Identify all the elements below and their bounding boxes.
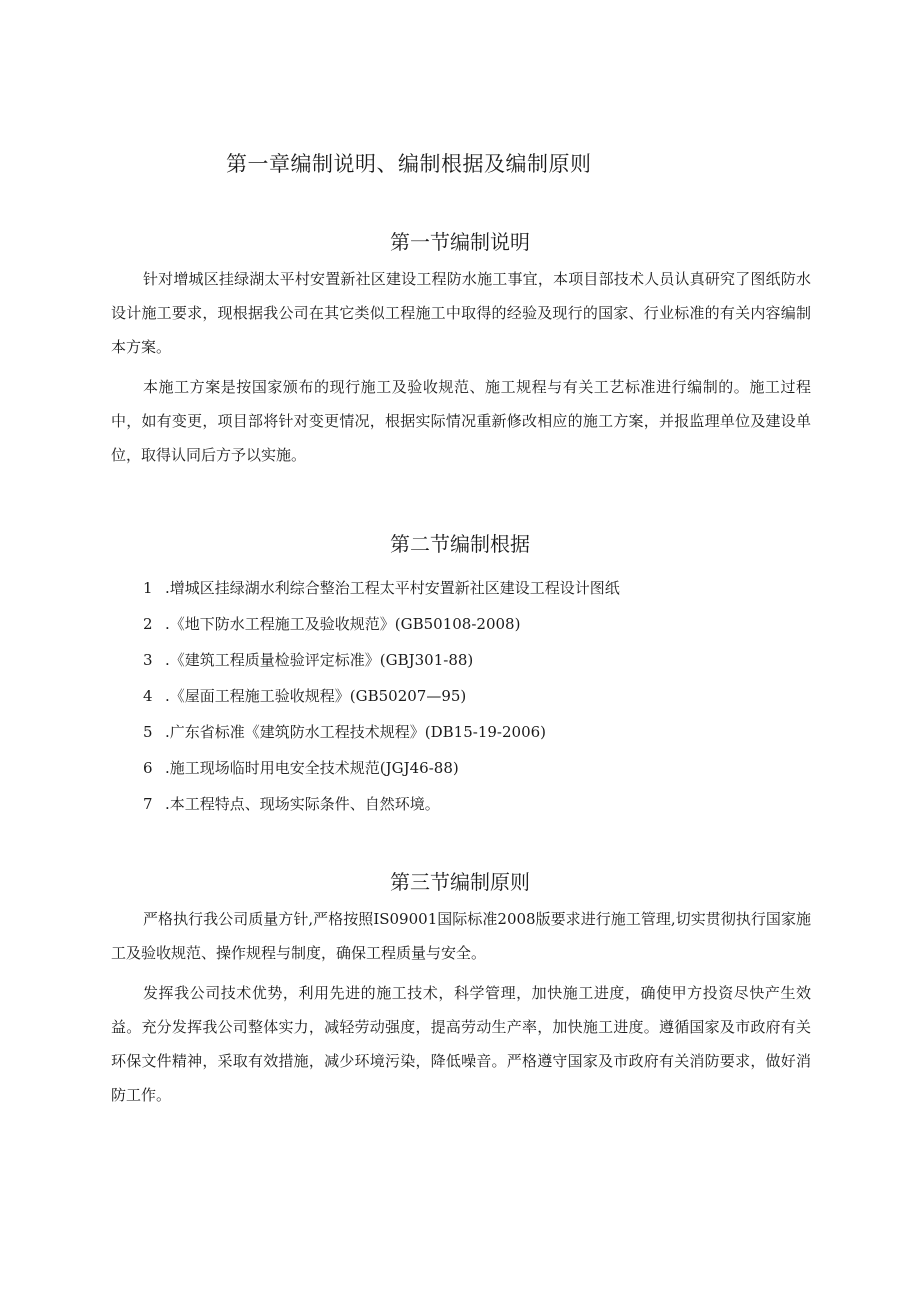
list-item: [143, 570, 620, 606]
list-item-text: .广东省标准《建筑防水工程技术规程》(DB15-19-2006): [165, 723, 547, 741]
list-item: [143, 678, 620, 714]
section-1-paragraph-1: 针对增城区挂绿湖太平村安置新社区建设工程防水施工事宜，本项目部技术人员认真研究了图纸防水设计施工要求，现根据我公司在其它类似工程施工中取得的经验及现行的国家、行业标准的有关内容编制本方案。: [111, 270, 811, 356]
list-item-text: .施工现场临时用电安全技术规范(JGJ46-88): [165, 759, 459, 777]
section-1-paragraph-2: 本施工方案是按国家颁布的现行施工及验收规范、施工规程与有关工艺标准进行编制的。施工过程中，如有变更，项目部将针对变更情况，根据实际情况重新修改相应的施工方案，并报监理单位及建设单位，取得认同后方予以实施。: [111, 378, 811, 464]
list-item-number: 7: [143, 795, 153, 813]
list-item-number: 1: [143, 579, 153, 597]
section-3-paragraph-1: 严格执行我公司质量方针,严格按照IS09001国际标准2008版要求进行施工管理,切实贯彻执行国家施工及验收规范、操作规程与制度，确保工程质量与安全。: [111, 910, 811, 962]
list-item-number: 5: [143, 723, 153, 741]
list-item-text: .《地下防水工程施工及验收规范》(GB50108-2008): [165, 615, 521, 633]
list-item-number: 6: [143, 759, 153, 777]
list-item: [143, 786, 620, 822]
list-item-number: 4: [143, 687, 153, 705]
list-item-text: .《屋面工程施工验收规程》(GB50207—95): [165, 687, 467, 705]
list-item-number: 3: [143, 651, 153, 669]
list-item: [143, 642, 620, 678]
list-item-text: .《建筑工程质量检验评定标准》(GBJ301-88): [165, 651, 474, 669]
section-2-title: 第二节编制根据: [390, 532, 530, 556]
list-item: [143, 750, 620, 786]
list-item-text: .增城区挂绿湖水利综合整治工程太平村安置新社区建设工程设计图纸: [165, 579, 620, 597]
list-item: [143, 714, 620, 750]
list-item: [143, 606, 620, 642]
section-3-paragraph-2: 发挥我公司技术优势，利用先进的施工技术，科学管理，加快施工进度，确使甲方投资尽快产生效益。充分发挥我公司整体实力，减轻劳动强度，提高劳动生产率，加快施工进度。遵循国家及市政府有关环保文件精神，采取有效措施，减少环境污染，降低噪音。严格遵守国家及市政府有关消防要求，做好消防工作。: [111, 984, 811, 1104]
section-3-title: 第三节编制原则: [390, 870, 530, 894]
list-item-number: 2: [143, 615, 153, 633]
reference-list: [143, 570, 620, 822]
section-1-title: 第一节编制说明: [390, 230, 530, 254]
list-item-text: .本工程特点、现场实际条件、自然环境。: [165, 795, 440, 813]
chapter-title: 第一章编制说明、编制根据及编制原则: [226, 152, 592, 176]
